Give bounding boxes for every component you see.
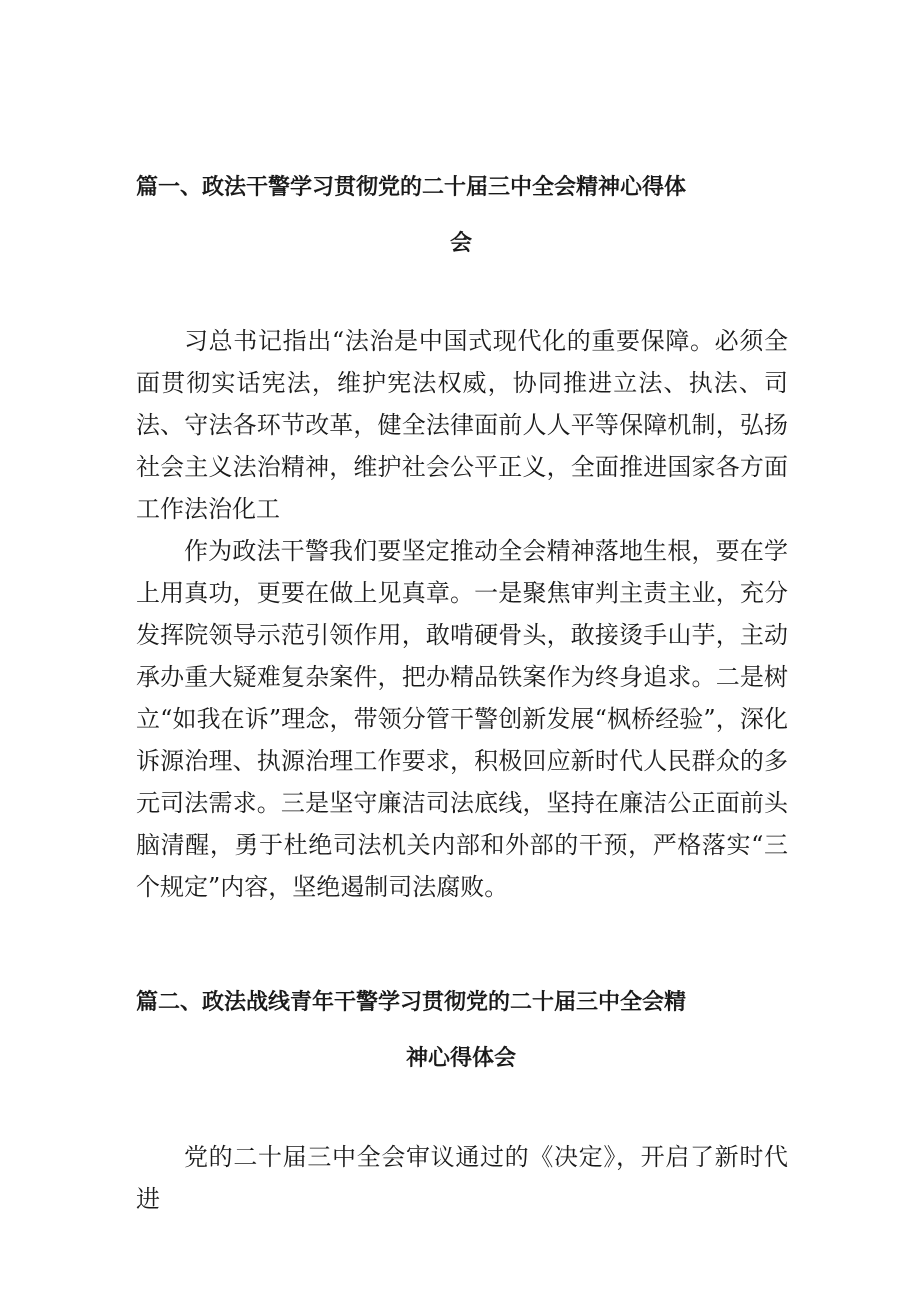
section-2-paragraph-1: 党的二十届三中全会审议通过的《决定》，开启了新时代进: [136, 1143, 788, 1213]
section-1-heading-line-2: 会: [449, 231, 472, 256]
section-1-paragraph-1: 习总书记指出“法治是中国式现代化的重要保障。必须全面贯彻实话宪法，维护宪法权威，协同推进立法、执法、司法、守法各环节改革，健全法律面前人人平等保障机制，弘扬社会主义法治精神，维护社会公平正义，全面推进国家各方面工作法治化工: [136, 327, 788, 523]
section-2-heading-line-2: 神心得体会: [405, 1046, 516, 1071]
section-1-paragraph-2: 作为政法干警我们要坚定推动全会精神落地生根，要在学上用真功，更要在做上见真章。一是聚焦审判主责主业，充分发挥院领导示范引领作用，敢啃硬骨头，敢接烫手山芋，主动承办重大疑难复杂案件，把办精品铁案作为终身追求。二是树立“如我在诉”理念，带领分管干警创新发展“枫桥经验”，深化诉源治理、执源治理工作要求，积极回应新时代人民群众的多元司法需求。三是坚守廉洁司法底线，坚持在廉洁公正面前头脑清醒，勇于杜绝司法机关内部和外部的干预，严格落实“三个规定”内容，坚绝遏制司法腐败。: [136, 537, 788, 901]
section-1-heading: [136, 160, 786, 272]
section-2-heading-line-1: 篇二、政法战线青年干警学习贯彻党的二十届三中全会精: [136, 990, 687, 1015]
section-2-heading: [136, 975, 786, 1087]
section-1-heading-line-1: 篇一、政法干警学习贯彻党的二十届三中全会精神心得体: [136, 175, 687, 200]
